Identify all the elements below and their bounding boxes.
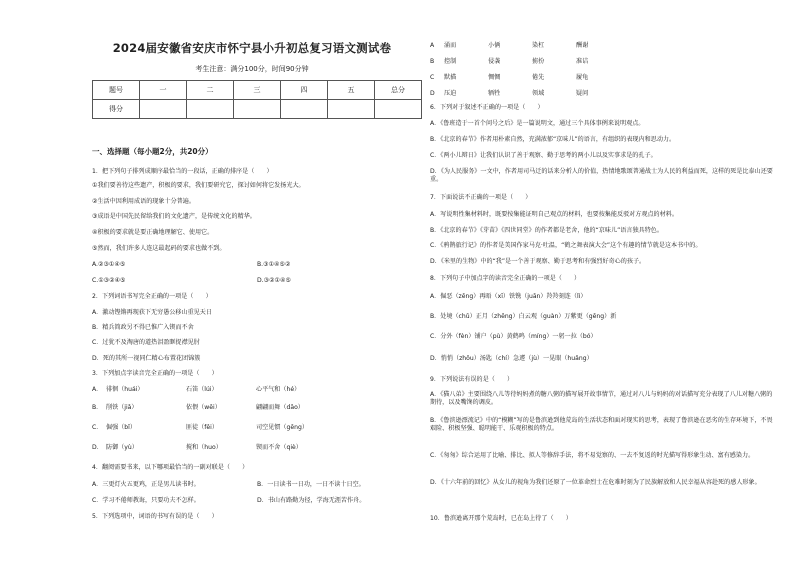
option-line[interactable]: C．《两小儿辩日》让我们认识了善于观察、勤于思考的两小儿以及实事求是的孔子。 [430,152,657,159]
option-word: 倦先 [532,74,545,81]
question-line: 6．下列对于叙述不正确的一项是（ ） [430,104,544,111]
option-line[interactable] [430,90,620,98]
option-word: 默描 [444,74,457,81]
option-word: 准诘 [576,58,589,65]
option-letter: A [430,42,435,49]
score-cell[interactable] [187,100,234,119]
score-table-header-row [93,81,422,100]
option-line[interactable]: B．精兵简政另不得已惟广入锲而不舍 [92,324,194,331]
question-line: 8．下列句子中加点字的读音完全正确的一项是（ ） [430,275,581,282]
score-cell: 三 [234,81,281,100]
option-line[interactable]: C．分外（fèn）铺户（pù）黄鹤鸣（míng）一躬一拉（bó） [430,333,597,340]
option-word: 压迫 [444,90,457,97]
option-word: 牺牲 [488,90,501,97]
question-line: 4．翻阅需要书来，以下哪项最恰当的一副对联是（ ） [92,464,249,471]
option-line[interactable]: A．写说明性集材料时，既要按集能证明自己观点的材料，也要按集能反驳对方观点的材料。 [430,211,678,218]
score-table [92,80,422,119]
option-letter: B [430,58,435,65]
option-letter: C [430,74,435,81]
score-cell[interactable] [375,100,422,119]
option-line[interactable]: C．《鸦鹊旅行记》的作者是美国作家马克·吐温，“鹤之舞表演大会”这个有趣的情节就是这本书中的。 [430,242,702,249]
option-a[interactable]: A.②③①④⑤ [92,261,126,268]
option-line[interactable]: B．《鲁滨逊漂流记》中的“模糊”写的是鲁滨逊到他荒岛的生活状态和面对现实的思考，表现了鲁滨逊在恶劣的生存环境下，不畏艰险、积极坚强、聪明能干、乐观积极的特点。 [430,417,773,432]
option-line[interactable] [430,58,620,66]
score-cell[interactable] [328,100,375,119]
score-table-score-row [93,100,422,119]
score-cell: 总分 [375,81,422,100]
option-letter: C． [92,424,103,431]
question-line: 9．下列说法有误的是（ ） [430,376,514,383]
option-line[interactable]: A．《鲁班造于一首个问号之后》是一篇说明文，通过三个具体事例来说明观点。 [430,120,645,127]
option-word: 防御（yù） [106,444,138,451]
option-line[interactable]: A．激动铿锵再现获下无穷愚公移山重见天日 [92,309,212,316]
score-cell: 一 [140,81,187,100]
option-a[interactable]: A．三更灯火五更鸡，正是男儿读书时。 [92,481,200,488]
score-cell[interactable] [281,100,328,119]
option-b[interactable]: B.③①④⑤② [257,261,291,268]
option-word: 匪徒（fěi） [186,424,218,431]
option-line[interactable]: D．悄悄（zhōu）汤匙（chí）急遽（jù）一晃眼（huǎng） [430,355,593,362]
option-line[interactable]: A．《猫八弟》主要围绕八儿等待妈妈煮的糖八粥的描写展开故事情节，通过对八儿与妈妈的对话描写充分表现了八儿对糖八粥的期待，以及嘴馋的调皮。 [430,391,773,406]
option-word: 小俩 [488,42,501,49]
score-cell: 四 [281,81,328,100]
option-line[interactable] [430,74,620,82]
option-line[interactable]: D．《为人民服务》一文中，作者用司马迁的话来分析人的价值，热情地歌颂普通战士为人民的利益而死，这样的死是比泰山还要重。 [430,168,773,183]
option-word: 控制 [444,58,457,65]
question-line: ①我们要善待这些遗产，积极的要求，我们要研究它，探讨如何将它发扬光大。 [92,182,305,189]
option-word: 倔强（bǐ） [106,424,136,431]
question-line: 7．下面说法不正确的一项是（ ） [430,194,532,201]
option-letter: D． [92,444,103,451]
option-line[interactable]: A．倔恶（zēng）再晤（xī）铁镌（juān）羚羚刻连（lì） [430,293,587,300]
option-line[interactable]: C．《匆匆》综合运用了比喻、排比、拟人等修辞手法，将不易觉察的、一去不复返的时光描写得形象生动、富有感染力。 [430,452,755,459]
option-letter: A． [92,386,103,393]
question-line: ④积极的要求就是要正确地理解它、使用它。 [92,229,214,236]
option-word: 履龟 [576,74,589,81]
question-line: 10．鲁滨逊离开那个荒岛时，已在岛上待了（ ） [430,515,572,522]
option-line[interactable] [92,444,302,452]
option-word: 司空见惯（gēng） [256,424,308,431]
option-line[interactable]: B．处境（chǔ）正月（zhēng）白云观（guàn）万紫更（gēng）新 [430,313,617,320]
option-c[interactable]: C.①③②④⑤ [92,277,126,284]
score-cell: 五 [328,81,375,100]
option-word: 染杠 [532,42,545,49]
option-line[interactable] [92,404,304,412]
left-column [82,0,422,562]
option-line[interactable]: B．《北京的春节》《芽苗》《四世同堂》的作者都是老舍，他的“京味儿”语言独具特色。 [430,227,663,234]
option-word: 锲而不舍（qiè） [256,444,302,451]
option-line[interactable]: D．死的其所一视同仁精心布置花团锦簇 [92,355,201,362]
option-word: 搅和（huo） [186,444,222,451]
option-word: 侵袭 [488,58,501,65]
question-line: 2．下列词语书写完全正确的一项是（ ） [92,293,212,300]
question-line: 3．下列加点字读音完全正确的一项是（ ） [92,370,218,377]
option-c[interactable]: C．学习不倦师教诲，只要功夫不怎样。 [92,497,200,504]
option-word: 掳扮 [532,58,545,65]
option-word: 徘徊（huái） [106,386,144,393]
option-line[interactable] [430,42,620,50]
question-line: 5．下列选项中，词语的书写有误的是（ ） [92,513,218,520]
option-word: 惆惆 [488,74,501,81]
option-line[interactable] [92,386,300,394]
option-word: 削铁（jiǎ） [106,404,138,411]
score-cell[interactable] [140,100,187,119]
score-cell: 题号 [93,81,140,100]
section-heading: 一、选择题（每小题2分，共20分） [92,147,213,156]
option-line[interactable]: C．过犹不及淘唐的道热泪盈眶捉襟见肘 [92,339,200,346]
option-line[interactable] [92,424,308,432]
score-cell: 得分 [93,100,140,119]
right-column [430,0,773,562]
page-title: 2024届安徽省安庆市怀宁县小升初总复习语文测试卷 [112,41,392,55]
option-line[interactable]: D．《米里的生物》中的“我”是一个善于观察、勤于思考和有强烈好奇心的孩子。 [430,258,646,265]
score-cell[interactable] [234,100,281,119]
option-word: 心平气和（hé） [256,386,301,393]
question-line: ②生活中因利用成语的现象十分普遍。 [92,198,195,205]
question-line: 1．把下列句子排列成顺序最恰当的一段话，正确的排序是（ ） [92,168,273,175]
option-d[interactable]: D．书山有路勤为径，学海无涯苦作舟。 [257,497,366,504]
exam-notice: 考生注意：满分100分，时间90分钟 [195,65,309,73]
question-line: ⑤然而，我们许多人连这最起码的要求也做不到。 [92,245,226,252]
option-word: 疑问 [576,90,589,97]
option-letter: B． [92,404,103,411]
option-word: 领域 [532,90,545,97]
option-word: 涌而 [444,42,457,49]
option-word: 依偎（wēi） [186,404,221,411]
question-line: ③成语是中国先民留给我们的文化遗产，是传统文化的精华。 [92,213,256,220]
score-cell: 二 [187,81,234,100]
option-word: 石笛（lúi） [186,386,218,393]
option-line[interactable]: B．《北京的春节》作者用朴素自然，充满浓郁“京味儿”的语言，有组织的表现内和思动力。 [430,136,676,143]
option-line[interactable]: D．《十六年前的回忆》从女儿的视角为我们还原了一位革命烈士在危难时刻为了民族解放和人民幸福从容赴死的感人形象。 [430,479,761,486]
option-b[interactable]: B．一日读书一日功，一日不读十日空。 [257,481,365,488]
option-word: 翩翩而舞（dāo） [256,404,304,411]
option-d[interactable]: D.③②①④⑤ [257,277,291,284]
option-word: 酬谢 [576,42,589,49]
option-letter: D [430,90,435,97]
